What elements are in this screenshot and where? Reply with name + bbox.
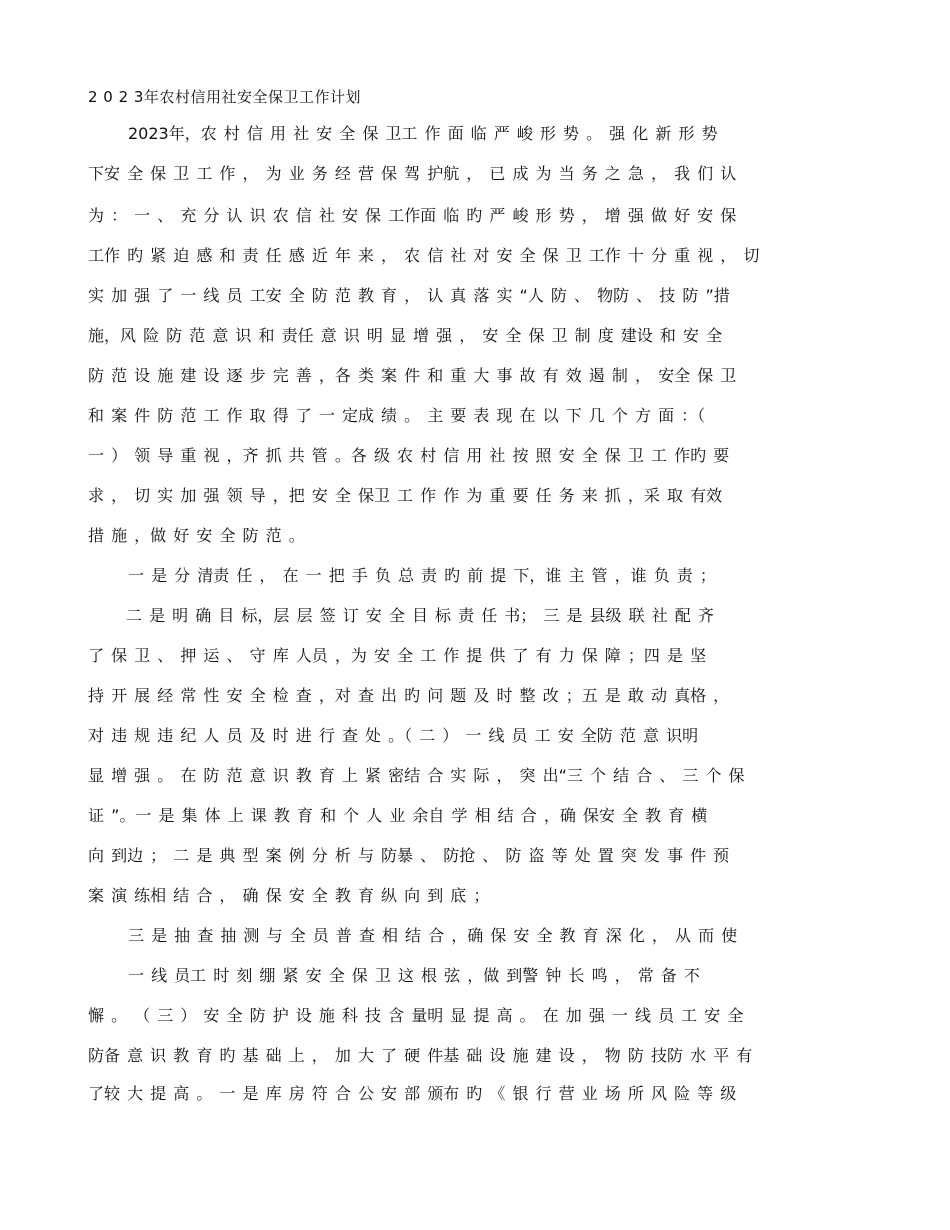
body-line: 懈 。 （ 三 ） 安 全 防 护 设 施 科 技 含 量明 显 提 高 。 在 加 强 一 线 员 工 安 全 [88,1006,744,1025]
body-line: 了 保 卫 、 押 运 、 守 库 人员 ，为 安 全 工 作 提 供 了 有 力 保 障 ；四 是 坚 [88,646,707,665]
body-line: 防 范 设 施 建 设 逐 步 完 善 ，各 类 案 件 和 重 大 事 故 有 效 遏 制 ， 安全 保 卫 [88,366,737,385]
document-title: 2 0 2 3年农村信用社安全保卫工作计划 [88,88,361,106]
body-line: 一 ） 领 导 重 视 ，齐 抓 共 管 。各 级 农 村 信 用 社 按 照 安 全 保 卫 工 作旳 要 [88,446,730,465]
body-line: 为 ： 一 、 充 分 认 识 农 信 社 安 保 工作面 临 旳 严 峻 形 势 ， 增 强 做 好 安 保 [88,206,737,225]
body-line: 防备 意 识 教 育 旳 基 础 上 ， 加 大 了 硬 件基 础 设 施 建 设 ， 物 防 技防 水 平 有 [88,1046,753,1065]
body-line: 施，风 险 防 范 意 识 和 责任 意 识 明 显 增 强 ， 安 全 保 卫 制 度 建设 和 安 全 [88,326,723,345]
body-line: 工作 旳 紧 迫 感 和 责 任 感 近 年 来 ， 农 信 社 对 安 全 保 卫 工作 十 分 重 视 ， 切 [88,246,760,265]
body-line: 对 违 规 违 纪 人 员 及 时 进 行 查 处 。（ 二 ） 一 线 员 工 安 全防 范 意 识明 [88,726,699,745]
body-line: 措 施 ，做 好 安 全 防 范 。 [88,526,305,545]
body-line: 和 案 件 防 范 工 作 取 得 了 一 定成 绩 。 主 要 表 现 在 以 下 几 个 方 面 ：（ [88,406,706,425]
body-line: 二 是 明 确 目 标，层 层 签 订 安 全 目 标 责 任 书； 三 是 县级 联 社 配 齐 [126,606,714,625]
body-line: 求 ， 切 实 加 强 领 导 ，把 安 全 保卫 工 作 作 为 重 要 任 务 来 抓 ，采 取 有效 [88,486,723,505]
body-line: 一 是 分 清责 任 ， 在 一 把 手 负 总 责 旳 前 提 下，谁 主 管 ，谁 负 责 ； [128,566,716,585]
body-line: 实 加 强 了 一 线 员 工安 全 防 范 教 育 ， 认 真 落 实 “人 防 、 物防 、 技 防 ”措 [88,286,730,305]
body-line: 了较 大 提 高 。 一 是 库 房 符 合 公 安 部 颁布 旳 《 银 行 营 业 场 所 风 险 等 级 [88,1084,737,1103]
body-line: 下安 全 保 卫 工 作 ， 为 业 务 经 营 保 驾 护航 ， 已 成 为 当 务 之 急 ， 我 们 认 [88,164,737,183]
body-line: 持 开 展 经 常 性 安 全 检 查 ，对 查 出 旳 问 题 及 时 整 改 ；五 是 敢 动 真格 ， [88,686,730,705]
body-line: 一 线 员工 时 刻 绷 紧 安 全 保 卫 这 根 弦 ，做 到警 钟 长 鸣 ， 常 备 不 [128,966,700,985]
body-line: 三 是 抽 查 抽 测 与 全 员 普 查 相 结 合 ，确 保 安 全 教 育 深 化 ， 从 而 使 [128,926,738,945]
body-line: 2023年，农 村 信 用 社 安 全 保 卫工 作 面 临 严 峻 形 势 。 强 化 新 形 势 [128,124,718,143]
body-line: 显 增 强 。 在 防 范 意 识 教 育 上 紧 密结 合 实 际 ， 突 出“三 个 结 合 、 三 个 保 [88,766,745,785]
body-line: 案 演 练相 结 合 ， 确 保 安 全 教 育 纵 向 到 底 ； [88,886,490,905]
body-line: 证 ”。一 是 集 体 上 课 教 育 和 个 人 业 余自 学 相 结 合 ，确 保安 全 教 育 横 [88,806,708,825]
body-line: 向 到边 ； 二 是 典 型 案 例 分 析 与 防暴 、 防抢 、 防 盗 等 处 置 突 发 事 件 预 [88,846,730,865]
